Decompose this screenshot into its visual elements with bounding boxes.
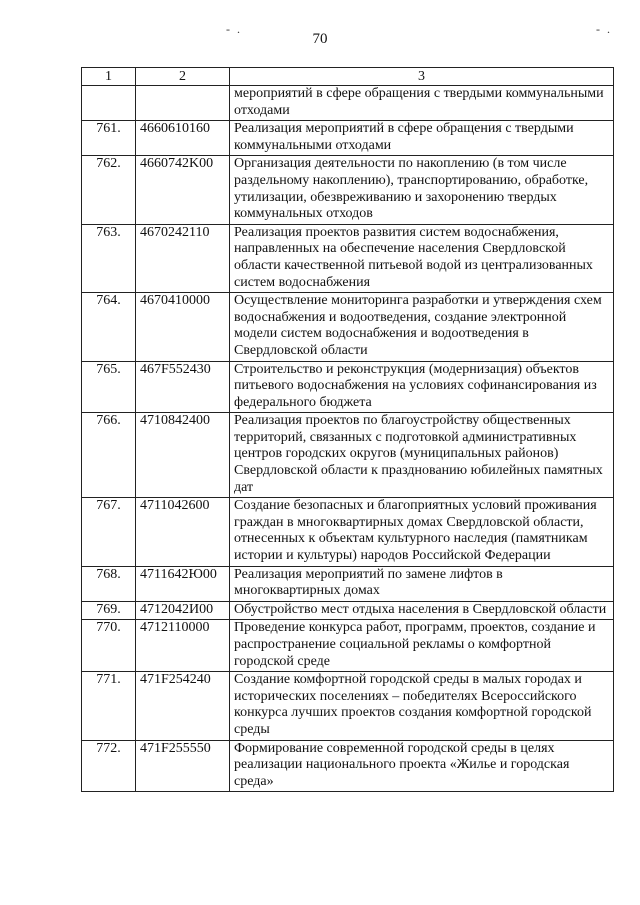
table-row — [82, 601, 614, 620]
row-text: Проведение конкурса работ, программ, проектов, создание и распространение социальной рекламы о комфортной городской среде — [230, 620, 614, 672]
row-code: 4712110000 — [136, 620, 230, 672]
row-code: 4660742K00 — [136, 156, 230, 224]
table-row — [82, 672, 614, 740]
row-code: 4670242110 — [136, 224, 230, 292]
row-text: Реализация мероприятий по замене лифтов в многоквартирных домах — [230, 566, 614, 601]
row-code: 471F255550 — [136, 740, 230, 792]
row-number: 766. — [82, 413, 136, 498]
row-number: 762. — [82, 156, 136, 224]
row-code: 4670410000 — [136, 293, 230, 361]
row-number: 765. — [82, 361, 136, 413]
budget-classification-table — [81, 67, 614, 792]
row-number: 769. — [82, 601, 136, 620]
row-text: мероприятий в сфере обращения с твердыми коммунальными отходами — [230, 86, 614, 121]
row-text: Строительство и реконструкция (модернизация) объектов питьевого водоснабжения на условиях софинансирования из федерального бюджета — [230, 361, 614, 413]
row-text: Осуществление мониторинга разработки и утверждения схем водоснабжения и водоотведения, создание электронной модели систем водоснабжения и водоотведения в Свердловской области — [230, 293, 614, 361]
table-body — [82, 86, 614, 792]
scan-mark-left: - . — [226, 22, 242, 36]
header-row — [82, 68, 614, 86]
column-header-name: 3 — [230, 68, 614, 86]
row-text: Формирование современной городской среды в целях реализации национального проекта «Жилье и городская среда» — [230, 740, 614, 792]
table-row — [82, 498, 614, 566]
row-text: Реализация проектов развития систем водоснабжения, направленных на обеспечение населения Свердловской области качественной питьевой водой из централизованных систем водоснабжения — [230, 224, 614, 292]
row-code — [136, 86, 230, 121]
row-code: 4660610160 — [136, 121, 230, 156]
row-number — [82, 86, 136, 121]
row-number: 772. — [82, 740, 136, 792]
row-text: Реализация проектов по благоустройству общественных территорий, связанных с подготовкой административных центров городских округов (муниципальных районов) Свердловской области к празднованию юбилейных памятных дат — [230, 413, 614, 498]
table-header — [82, 68, 614, 86]
row-code: 4710842400 — [136, 413, 230, 498]
table-row — [82, 413, 614, 498]
table-row — [82, 293, 614, 361]
row-number: 761. — [82, 121, 136, 156]
row-text: Реализация мероприятий в сфере обращения с твердыми коммунальными отходами — [230, 121, 614, 156]
continuation-row — [82, 86, 614, 121]
row-number: 770. — [82, 620, 136, 672]
table-row — [82, 566, 614, 601]
table-row — [82, 740, 614, 792]
column-header-code: 2 — [136, 68, 230, 86]
row-text: Организация деятельности по накоплению (в том числе раздельному накоплению), транспортированию, обработке, утилизации, обезвреживанию и захоронению твердых коммунальных отходов — [230, 156, 614, 224]
row-code: 4711642Ю00 — [136, 566, 230, 601]
scan-mark-right: - . — [596, 22, 612, 36]
table-row — [82, 156, 614, 224]
row-code: 4712042И00 — [136, 601, 230, 620]
row-number: 771. — [82, 672, 136, 740]
row-code: 467F552430 — [136, 361, 230, 413]
row-number: 763. — [82, 224, 136, 292]
column-header-number: 1 — [82, 68, 136, 86]
page-number: 70 — [312, 31, 328, 47]
row-code: 4711042600 — [136, 498, 230, 566]
row-text: Создание комфортной городской среды в малых городах и исторических поселениях – победителях Всероссийского конкурса лучших проектов создания комфортной городской среды — [230, 672, 614, 740]
row-text: Обустройство мест отдыха населения в Свердловской области — [230, 601, 614, 620]
table-row — [82, 620, 614, 672]
row-number: 764. — [82, 293, 136, 361]
table-row — [82, 121, 614, 156]
table-row — [82, 361, 614, 413]
row-number: 767. — [82, 498, 136, 566]
row-number: 768. — [82, 566, 136, 601]
row-code: 471F254240 — [136, 672, 230, 740]
row-text: Создание безопасных и благоприятных условий проживания граждан в многоквартирных домах Свердловской области, отнесенных к объектам культурного наследия (памятникам истории и культуры) народов Российской Федерации — [230, 498, 614, 566]
table-row — [82, 224, 614, 292]
